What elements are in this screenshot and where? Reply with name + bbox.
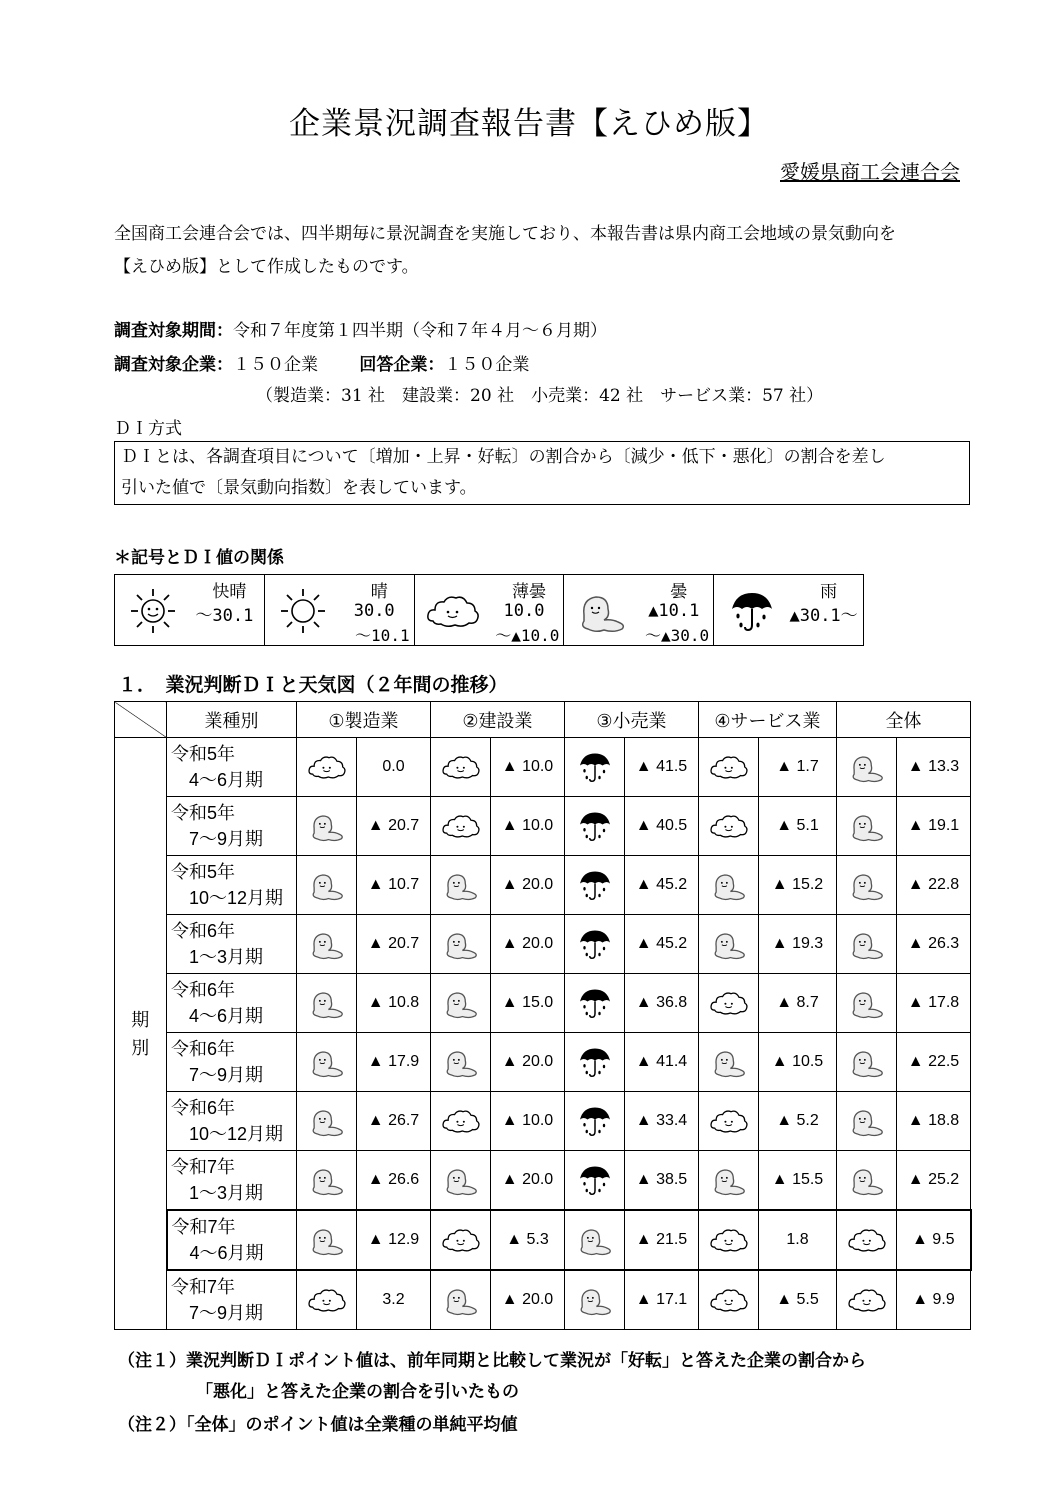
cloud-icon: [431, 974, 491, 1033]
total-di-value: ▲ 26.3: [897, 915, 971, 974]
table-row: [115, 1151, 971, 1211]
manufacturing-di-value: ▲ 17.9: [357, 1033, 431, 1092]
legend-range: ～▲10.0: [495, 626, 560, 645]
retail-di-value: ▲ 45.2: [625, 915, 699, 974]
sun-icon: [279, 587, 327, 635]
cloud-icon: [297, 1033, 357, 1092]
construction-di-value: ▲ 20.0: [491, 1270, 565, 1330]
period-year: 令和6年: [171, 980, 236, 1000]
service-di-value: ▲ 19.3: [759, 915, 837, 974]
period-months: 7～9月期: [189, 1065, 264, 1085]
header-construction: ②建設業: [431, 702, 565, 738]
umbrella-icon: [565, 1151, 625, 1211]
legend-item-cloud: [564, 575, 714, 645]
umbrella-icon: [565, 1092, 625, 1151]
legend-item-light-cloud: [415, 575, 565, 645]
total-di-value: ▲ 9.5: [897, 1210, 971, 1270]
period-months: 10～12月期: [189, 888, 284, 908]
cloud-icon: [837, 856, 897, 915]
light-cloud-icon: [425, 587, 481, 635]
cloud-icon: [837, 738, 897, 797]
total-di-value: ▲ 22.8: [897, 856, 971, 915]
weather-legend: [114, 574, 864, 646]
period-months: 4～6月期: [189, 1006, 264, 1026]
cloud-icon: [431, 915, 491, 974]
cloud-icon: [837, 915, 897, 974]
table-row: [115, 797, 971, 856]
cloud-icon: [565, 1270, 625, 1330]
header-retail: ③小売業: [565, 702, 699, 738]
period-label: 調査対象期間：: [114, 321, 233, 341]
umbrella-icon: [565, 1033, 625, 1092]
cloud-icon: [699, 1033, 759, 1092]
answered-label: 回答企業：: [359, 355, 445, 375]
service-di-value: ▲ 15.2: [759, 856, 837, 915]
period-cell: [167, 797, 297, 856]
retail-di-value: ▲ 33.4: [625, 1092, 699, 1151]
cloud-icon: [699, 915, 759, 974]
cloud-icon: [431, 1033, 491, 1092]
light-cloud-icon: [699, 1210, 759, 1270]
period-months: 7～9月期: [189, 1303, 264, 1323]
light-cloud-icon: [699, 738, 759, 797]
legend-range: ▲10.1: [648, 601, 700, 621]
cloud-icon: [837, 1151, 897, 1211]
period-year: 令和5年: [171, 862, 236, 882]
table-row: [115, 738, 971, 797]
period-cell: [167, 738, 297, 797]
manufacturing-di-value: 0.0: [357, 738, 431, 797]
survey-companies: [114, 350, 529, 375]
cloud-icon: [837, 797, 897, 856]
light-cloud-icon: [699, 797, 759, 856]
period-value: 令和７年度第１四半期（令和７年４月～６月期）: [233, 321, 607, 341]
table-row: [115, 856, 971, 915]
manufacturing-di-value: 3.2: [357, 1270, 431, 1330]
manufacturing-di-value: ▲ 26.6: [357, 1151, 431, 1211]
table-row: [115, 1092, 971, 1151]
legend-range: ▲30.1～: [789, 606, 858, 626]
cloud-icon: [297, 974, 357, 1033]
table-row: [115, 915, 971, 974]
umbrella-icon: [565, 797, 625, 856]
retail-di-value: ▲ 17.1: [625, 1270, 699, 1330]
construction-di-value: ▲ 10.0: [491, 738, 565, 797]
total-di-value: ▲ 9.9: [897, 1270, 971, 1330]
intro-line: 全国商工会連合会では、四半期毎に景況調査を実施しており、本報告書は県内商工会地域の景気動向を: [114, 224, 896, 244]
di-weather-table: [114, 701, 972, 1330]
sunny-icon: [129, 587, 177, 635]
legend-range: ～30.1: [195, 606, 254, 626]
service-di-value: ▲ 5.1: [759, 797, 837, 856]
period-cell: [167, 1210, 297, 1270]
period-cell: [167, 1033, 297, 1092]
table-row: [115, 1210, 971, 1270]
side-label: 期別: [131, 1009, 150, 1058]
light-cloud-icon: [837, 1210, 897, 1270]
legend-item-umbrella: [714, 575, 863, 645]
retail-di-value: ▲ 41.4: [625, 1033, 699, 1092]
legend-name: 快晴: [212, 582, 247, 602]
retail-di-value: ▲ 41.5: [625, 738, 699, 797]
manufacturing-di-value: ▲ 10.8: [357, 974, 431, 1033]
light-cloud-icon: [297, 738, 357, 797]
legend-name: 薄曇: [511, 582, 546, 602]
cloud-icon: [297, 915, 357, 974]
note-2: （注２）「全体」のポイント値は全業種の単純平均値: [118, 1415, 518, 1435]
cloud-icon: [431, 856, 491, 915]
service-di-value: ▲ 10.5: [759, 1033, 837, 1092]
cloud-icon: [837, 974, 897, 1033]
period-months: 4～6月期: [189, 1243, 264, 1263]
di-line: 引いた値で〔景気動向指数〕を表しています。: [121, 478, 477, 498]
note-1: （注１）業況判断ＤＩポイント値は、前年同期と比較して業況が「好転」と答えた企業の割合から: [118, 1351, 866, 1371]
cloud-icon: [297, 1151, 357, 1211]
light-cloud-icon: [837, 1270, 897, 1330]
total-di-value: ▲ 25.2: [897, 1151, 971, 1211]
total-di-value: ▲ 19.1: [897, 797, 971, 856]
cloud-icon: [297, 797, 357, 856]
service-di-value: ▲ 15.5: [759, 1151, 837, 1211]
legend-range: 10.0: [503, 601, 545, 621]
service-di-value: 1.8: [759, 1210, 837, 1270]
construction-di-value: ▲ 15.0: [491, 974, 565, 1033]
construction-di-value: ▲ 10.0: [491, 797, 565, 856]
note-1-cont: 「悪化」と答えた企業の割合を引いたもの: [196, 1382, 519, 1402]
light-cloud-icon: [297, 1270, 357, 1330]
intro-line: 【えひめ版】として作成したものです。: [114, 257, 419, 277]
cloud-icon: [699, 1151, 759, 1211]
table-row: [115, 974, 971, 1033]
legend-name: 雨: [820, 582, 838, 602]
light-cloud-icon: [699, 974, 759, 1033]
construction-di-value: ▲ 20.0: [491, 1151, 565, 1211]
header-manufacturing: ①製造業: [297, 702, 431, 738]
manufacturing-di-value: ▲ 26.7: [357, 1092, 431, 1151]
service-di-value: ▲ 1.7: [759, 738, 837, 797]
manufacturing-di-value: ▲ 20.7: [357, 797, 431, 856]
umbrella-icon: [565, 738, 625, 797]
umbrella-icon: [565, 974, 625, 1033]
service-di-value: ▲ 8.7: [759, 974, 837, 1033]
legend-item-sun: [265, 575, 415, 645]
companies-label: 調査対象企業：: [114, 355, 233, 375]
legend-name: 曇: [670, 582, 688, 602]
total-di-value: ▲ 18.8: [897, 1092, 971, 1151]
retail-di-value: ▲ 45.2: [625, 856, 699, 915]
cloud-icon: [297, 1210, 357, 1270]
table-header-row: [115, 702, 971, 738]
di-heading: ＤＩ方式: [114, 419, 182, 439]
total-di-value: ▲ 22.5: [897, 1033, 971, 1092]
legend-item-sunny: [115, 575, 265, 645]
period-year: 令和5年: [171, 803, 236, 823]
umbrella-icon: [565, 856, 625, 915]
retail-di-value: ▲ 38.5: [625, 1151, 699, 1211]
construction-di-value: ▲ 20.0: [491, 856, 565, 915]
page-title: 企業景況調査報告書【えひめ版】: [289, 106, 769, 142]
survey-period: [114, 316, 607, 341]
section-heading: １． 業況判断ＤＩと天気図（２年間の推移）: [118, 674, 508, 696]
period-months: 7～9月期: [189, 829, 264, 849]
light-cloud-icon: [699, 1092, 759, 1151]
construction-di-value: ▲ 20.0: [491, 915, 565, 974]
light-cloud-icon: [431, 738, 491, 797]
period-year: 令和6年: [171, 1098, 236, 1118]
service-di-value: ▲ 5.5: [759, 1270, 837, 1330]
survey-breakdown: （製造業：31 社 建設業：20 社 小売業：42 社 サービス業：57 社）: [256, 386, 824, 406]
period-year: 令和6年: [171, 1039, 236, 1059]
construction-di-value: ▲ 5.3: [491, 1210, 565, 1270]
legend-name: 晴: [370, 582, 388, 602]
total-di-value: ▲ 17.8: [897, 974, 971, 1033]
table-row: [115, 1270, 971, 1330]
cloud-icon: [699, 856, 759, 915]
period-cell: [167, 915, 297, 974]
total-di-value: ▲ 13.3: [897, 738, 971, 797]
period-year: 令和7年: [171, 1157, 236, 1177]
period-cell: [167, 1092, 297, 1151]
period-cell: [167, 1151, 297, 1211]
legend-heading: ＊記号とＤＩ値の関係: [114, 548, 284, 568]
retail-di-value: ▲ 40.5: [625, 797, 699, 856]
period-cell: [167, 974, 297, 1033]
cloud-icon: [837, 1092, 897, 1151]
period-months: 10～12月期: [189, 1124, 284, 1144]
light-cloud-icon: [699, 1270, 759, 1330]
umbrella-icon: [565, 915, 625, 974]
organization-name: 愛媛県商工会連合会: [780, 160, 960, 184]
di-explanation-box: [114, 441, 970, 505]
period-year: 令和7年: [171, 1217, 236, 1237]
umbrella-icon: [728, 587, 776, 635]
manufacturing-di-value: ▲ 12.9: [357, 1210, 431, 1270]
table-row: [115, 1033, 971, 1092]
companies-value: １５０企業: [233, 355, 318, 375]
period-side-label: [115, 738, 167, 1330]
manufacturing-di-value: ▲ 20.7: [357, 915, 431, 974]
di-line: ＤＩとは、各調査項目について〔増加・上昇・好転〕の割合から〔減少・低下・悪化〕の割合を差し: [121, 447, 886, 467]
legend-range: ～▲30.0: [645, 626, 710, 645]
period-months: 1～3月期: [189, 1183, 264, 1203]
period-months: 1～3月期: [189, 947, 264, 967]
answered-value: １５０企業: [444, 355, 530, 375]
cloud-icon: [431, 1270, 491, 1330]
cloud-icon: [574, 587, 630, 635]
period-cell: [167, 1270, 297, 1330]
light-cloud-icon: [431, 1092, 491, 1151]
corner-cell: [115, 702, 167, 738]
period-cell: [167, 856, 297, 915]
cloud-icon: [297, 1092, 357, 1151]
period-months: 4～6月期: [189, 770, 264, 790]
cloud-icon: [565, 1210, 625, 1270]
retail-di-value: ▲ 21.5: [625, 1210, 699, 1270]
header-service: ④サービス業: [699, 702, 837, 738]
period-year: 令和7年: [171, 1277, 236, 1297]
cloud-icon: [431, 1151, 491, 1211]
cloud-icon: [837, 1033, 897, 1092]
service-di-value: ▲ 5.2: [759, 1092, 837, 1151]
manufacturing-di-value: ▲ 10.7: [357, 856, 431, 915]
construction-di-value: ▲ 10.0: [491, 1092, 565, 1151]
period-year: 令和6年: [171, 921, 236, 941]
intro-text: [114, 218, 974, 284]
cloud-icon: [297, 856, 357, 915]
construction-di-value: ▲ 20.0: [491, 1033, 565, 1092]
legend-range: 30.0: [353, 601, 395, 621]
header-total: 全体: [837, 702, 971, 738]
light-cloud-icon: [431, 797, 491, 856]
period-year: 令和5年: [171, 744, 236, 764]
header-industry: 業種別: [167, 702, 297, 738]
light-cloud-icon: [431, 1210, 491, 1270]
legend-range: ～10.1: [355, 626, 410, 645]
retail-di-value: ▲ 36.8: [625, 974, 699, 1033]
